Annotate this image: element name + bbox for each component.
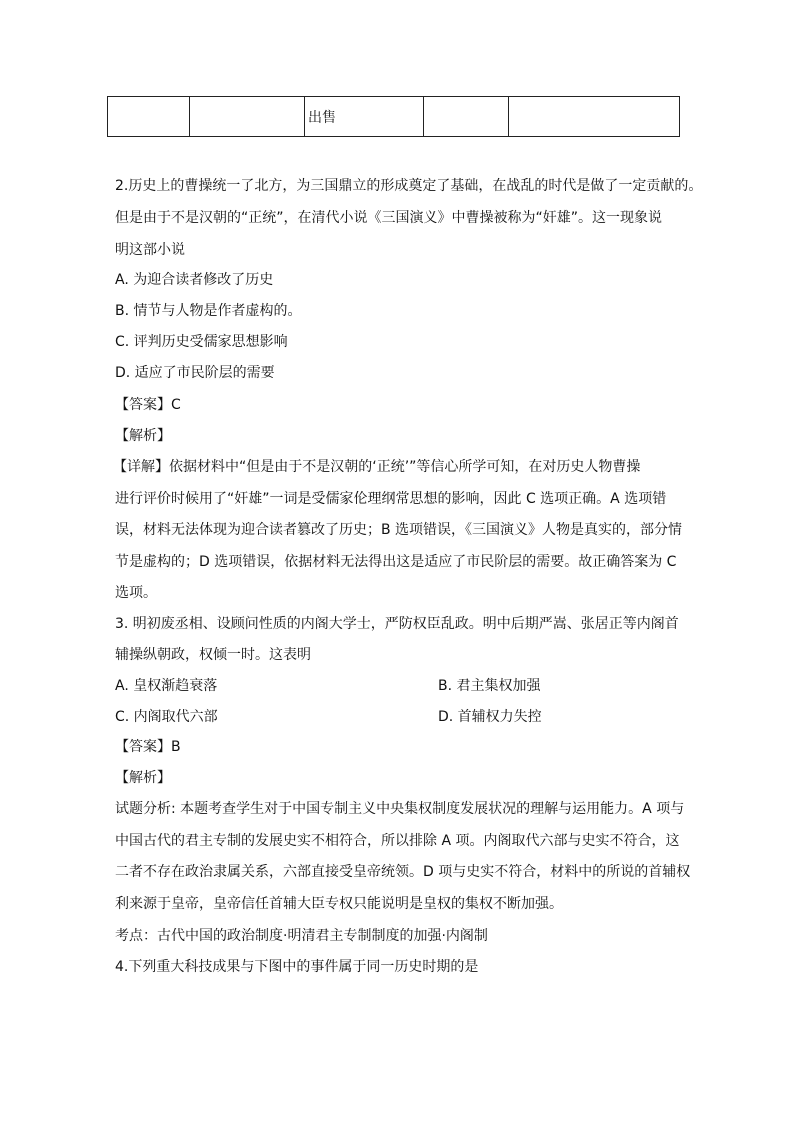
q2-stem-line: 2.历史上的曹操统一了北方，为三国鼎立的形成奠定了基础，在战乱的时代是做了一定贡献的。 [115, 178, 703, 194]
q2-option-a: A. 为迎合读者修改了历史 [115, 272, 274, 288]
q2-detail-line: 【详解】依据材料中“但是由于不是汉朝的‘正统’”等信心所学可知，在对历史人物曹操 [113, 459, 641, 475]
q2-detail-line: 节是虚构的；D 选项错误，依据材料无法得出这是适应了市民阶层的需要。故正确答案为 C [115, 554, 677, 570]
q3-stem-line: 辅操纵朝政，权倾一时。这表明 [115, 647, 311, 663]
q3-topic-line: 考点：古代中国的政治制度·明清君主专制制度的加强·内阁制 [115, 928, 488, 944]
answer-value: C [171, 397, 181, 413]
q4-stem-line: 4.下列重大科技成果与下图中的事件属于同一历史时期的是 [115, 959, 479, 975]
q3-detail-line: 二者不存在政治隶属关系，六部直接受皇帝统领。D 项与史实不符合，材料中的所说的首辅权 [115, 864, 691, 880]
answer-label: 【答案】 [115, 739, 171, 755]
q3-detail-line: 利来源于皇帝，皇帝信任首辅大臣专权只能说明是皇权的集权不断加强。 [115, 896, 563, 912]
q3-analysis-label: 【解析】 [115, 770, 171, 786]
q2-stem-line: 明这部小说 [115, 242, 185, 258]
q3-option-a: A. 皇权渐趋衰落 [115, 678, 218, 694]
q2-detail-line: 选项。 [115, 585, 157, 601]
table-cell [509, 97, 680, 137]
q2-detail-line: 误，材料无法体现为迎合读者篡改了历史；B 选项错误，《三国演义》人物是真实的，部分情 [115, 522, 683, 538]
table-cell [190, 97, 305, 137]
table-row [108, 97, 680, 137]
table-cell: 出售 [305, 97, 424, 137]
q3-stem-line: 3. 明初废丞相、设顾问性质的内阁大学士，严防权臣乱政。明中后期严嵩、张居正等内阁首 [115, 616, 679, 632]
table-cell [108, 97, 190, 137]
top-table [107, 96, 680, 137]
q2-analysis-label: 【解析】 [115, 428, 171, 444]
q2-option-b: B. 情节与人物是作者虚构的。 [115, 303, 302, 319]
answer-label: 【答案】 [115, 397, 171, 413]
q2-option-c: C. 评判历史受儒家思想影响 [115, 334, 288, 350]
q3-option-c: C. 内阁取代六部 [115, 709, 218, 725]
q3-detail-line: 中国古代的君主专制的发展史实不相符合，所以排除 A 项。内阁取代六部与史实不符合，这 [115, 833, 680, 849]
q2-answer [115, 395, 181, 415]
q3-answer [115, 737, 181, 757]
q2-option-d: D. 适应了市民阶层的需要 [115, 365, 275, 381]
q3-option-d: D. 首辅权力失控 [438, 709, 542, 725]
q2-stem-line: 但是由于不是汉朝的“正统”，在清代小说《三国演义》中曹操被称为“奸雄”。这一现象说 [115, 210, 663, 226]
answer-value: B [171, 739, 181, 755]
q3-detail-line: 试题分析: 本题考查学生对于中国专制主义中央集权制度发展状况的理解与运用能力。A 项与 [115, 801, 685, 817]
table-cell [424, 97, 509, 137]
q2-detail-line: 进行评价时候用了“奸雄”一词是受儒家伦理纲常思想的影响，因此 C 选项正确。A 选项错 [115, 491, 667, 507]
q3-option-b: B. 君主集权加强 [438, 678, 541, 694]
